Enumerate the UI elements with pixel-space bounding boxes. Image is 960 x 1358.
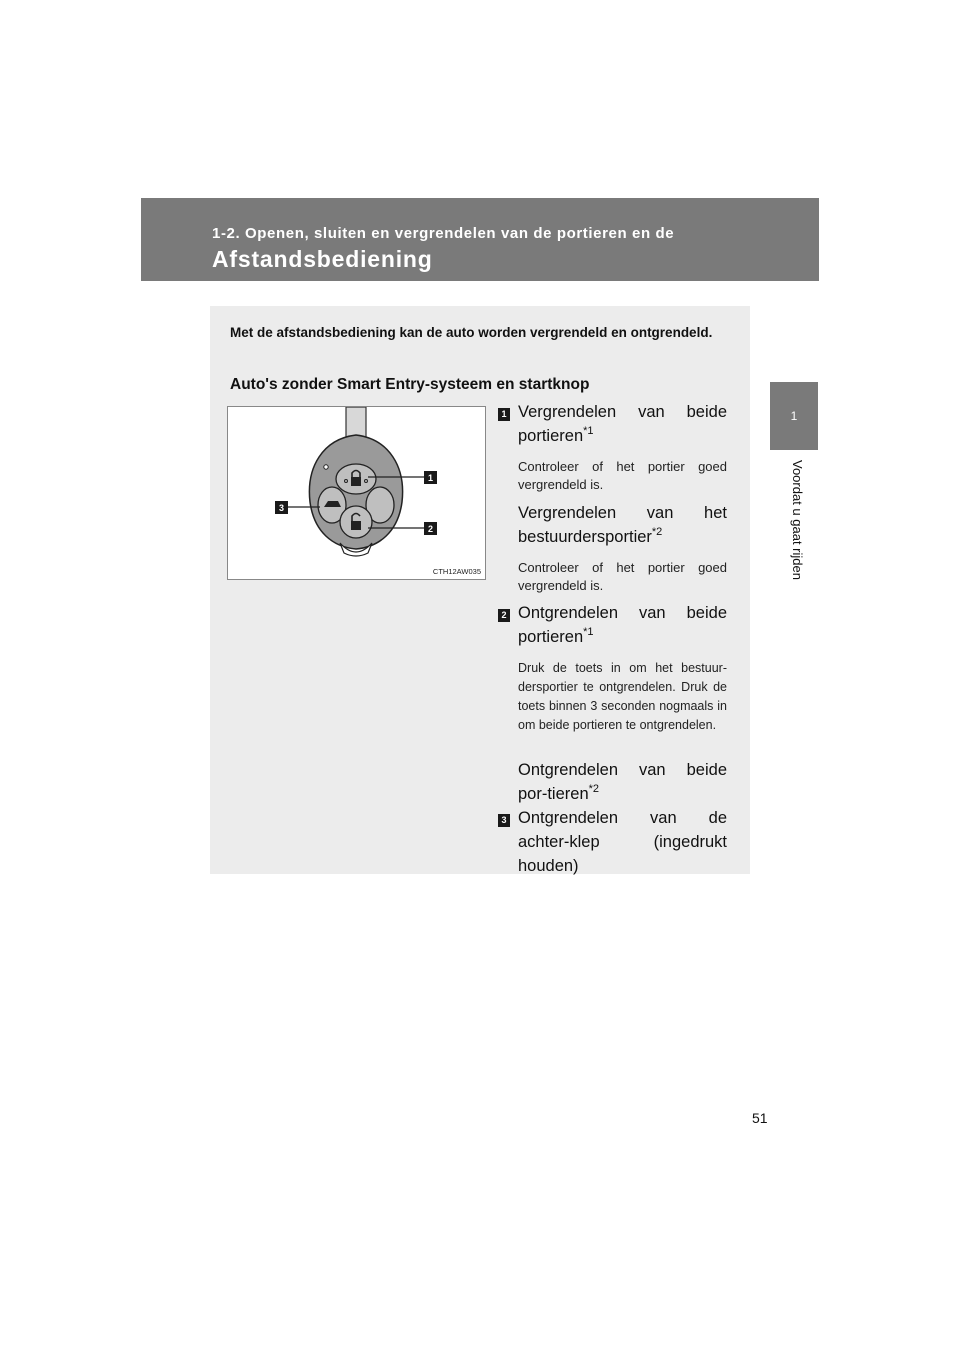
subheading: Auto's zonder Smart Entry-systeem en startknop	[230, 376, 590, 393]
list-item	[518, 501, 727, 595]
callout-3-label: 3	[278, 503, 285, 513]
list-item	[518, 758, 727, 806]
figure-code: CTH12AW035	[432, 567, 481, 576]
item-description: Controleer of het portier goed vergrendeld is.	[518, 560, 727, 593]
item-marker: 2	[498, 609, 510, 622]
item-text: Vergrendelen van beide portieren$^{*1}$	[518, 403, 727, 445]
chapter-tab[interactable]: 1	[770, 382, 818, 450]
list-item	[501, 601, 727, 735]
item-text: Ontgrendelen van beide por-tieren$^{*2}$	[518, 761, 727, 803]
item-text: Ontgrendelen van de achter-klep (ingedrukt houden)	[518, 809, 727, 875]
item-marker: 1	[498, 408, 510, 421]
item-text: Vergrendelen van het bestuurdersportier$^{*2}$	[518, 504, 727, 546]
item-description: Druk de toets in om het bestuur-dersportier te ontgrendelen. Druk de toets binnen 3 seconden nogmaals in om beide portieren te ontgrendelen.	[518, 661, 727, 732]
item-marker: 3	[498, 814, 510, 827]
page-title: Afstandsbediening	[212, 246, 433, 272]
chapter-header	[141, 198, 819, 281]
section-title: 1-2. Openen, sluiten en vergrendelen van de portieren en de	[212, 225, 675, 242]
key-remote-figure	[227, 406, 486, 580]
key-remote-illustration	[228, 407, 485, 579]
content-panel	[210, 306, 750, 874]
list-item	[501, 806, 727, 878]
item-text: Ontgrendelen van beide portieren$^{*1}$	[518, 604, 727, 646]
callout-2-label: 2	[427, 524, 434, 534]
callout-1-label: 1	[427, 473, 434, 483]
page-number: 51	[752, 1110, 768, 1126]
intro-text: Met de afstandsbediening kan de auto worden vergrendeld en ontgrendeld.	[230, 325, 713, 340]
list-item	[501, 400, 727, 494]
item-description: Controleer of het portier goed vergrendeld is.	[518, 459, 727, 492]
chapter-label: Voordat u gaat rijden	[790, 460, 805, 580]
